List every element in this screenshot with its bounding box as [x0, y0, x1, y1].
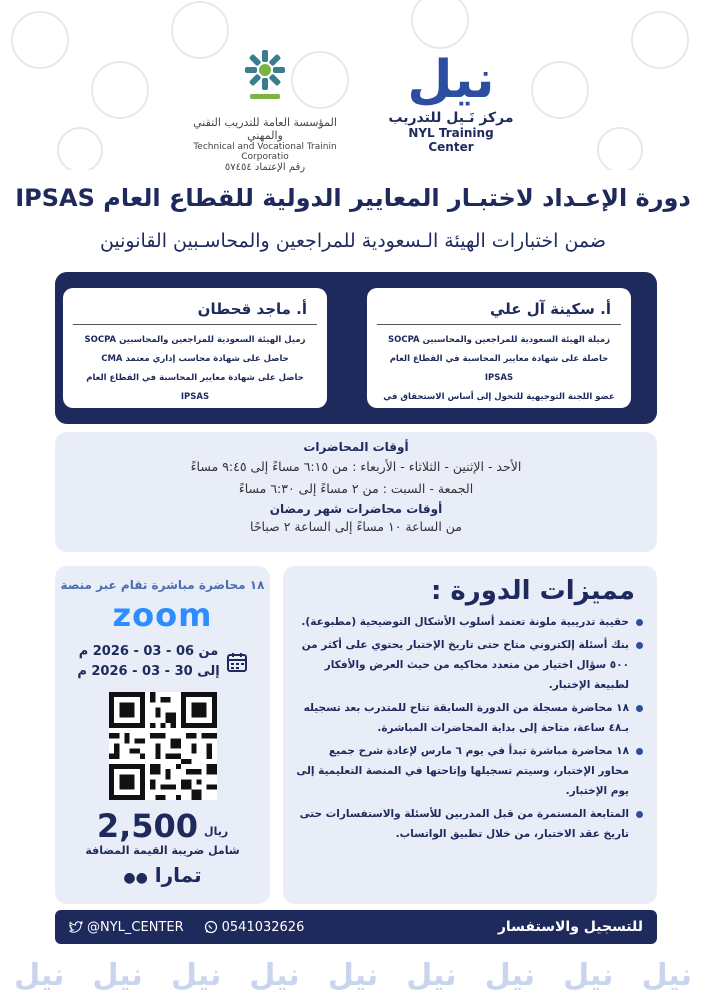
instructor-credential: عضو اللجنة التوجيهية للتحول إلى أساس الاستحقاق في أحد الجهات الحكومية [383, 392, 615, 421]
zoom-logo: zoom [112, 596, 213, 634]
features-title: مميزات الدورة : [430, 576, 635, 606]
list-item: ١٨ محاضرة مسجلة من الدورة السابقة تتاح للمتدرب بعد تسجيله بـ٤٨ ساعة، متاحة إلى بداية المحاضرات المباشرة. [295, 698, 643, 738]
tvtc-accreditation: رقم الإعتماد ٥٧٤٥٤ [224, 162, 306, 173]
bottom-logo-pattern [0, 950, 706, 1000]
calendar-icon [226, 651, 248, 673]
phone-number: 0541032626 [221, 919, 305, 935]
pattern-logo: نيل [249, 957, 300, 993]
offer-panel [55, 566, 270, 904]
pattern-logo: نيل [170, 957, 222, 993]
lecture-times-heading: أوقات المحاضرات [303, 440, 409, 454]
register-label: للتسجيل والاستفسار [497, 919, 643, 935]
course-title: دورة الإعـداد لاختبـار المعايير الدولية للقطاع العام IPSAS [15, 184, 691, 212]
twitter-icon [69, 920, 83, 934]
instructor-name: أ. سكينة آل علي [377, 296, 621, 325]
lecture-times-panel [55, 432, 657, 552]
features-list [295, 612, 643, 844]
features-panel [283, 566, 657, 904]
currency: ريال [204, 825, 229, 838]
list-item: حقيبة تدريبية ملونة تعتمد أسلوب الأشكال التوضيحية (مطبوعة). [295, 612, 643, 632]
tamara-label: تمارا [154, 863, 202, 887]
instructor-card [63, 288, 327, 408]
nyl-name-english: NYL Training Center [408, 126, 494, 154]
vat-note: شامل ضريبة القيمة المضافة [85, 844, 240, 857]
instructor-credential: زميل الهيئة السعودية للمراجعين والمحاسبين SOCPA [84, 335, 306, 345]
pattern-logo: نيل [563, 957, 614, 993]
pattern-logo: نيل [641, 957, 692, 993]
list-item: ١٨ محاضرة مباشرة تبدأ في يوم ٦ مارس لإعادة شرح جميع محاور الإختبار، وسيتم تسجيلها وإتاحتها في المنصة التعليمية إلى يوم الإختبار. [295, 741, 643, 801]
instructor-card [367, 288, 631, 421]
nyl-name-arabic: مركز نَـيل للتدريب [388, 110, 514, 126]
instructors-panel [55, 272, 657, 424]
instructor-credential: حاصل على شهادة معايير المحاسبة في القطاع العام IPSAS [86, 373, 304, 402]
contact-bar [55, 910, 657, 944]
tvtc-emblem-icon [240, 46, 290, 106]
whatsapp-contact[interactable] [204, 920, 305, 935]
course-subtitle: ضمن اختبارات الهيئة الـسعودية للمراجعين والمحاسـبين القانونين [99, 230, 607, 252]
twitter-contact[interactable] [69, 920, 184, 935]
tvtc-name-arabic: المؤسسة العامة للتدريب التقني والمهني [193, 116, 337, 142]
pattern-logo: نيل [92, 957, 143, 993]
zoom-info: ١٨ محاضرة مباشرة تقام عبر منصة [60, 578, 265, 592]
nyl-logo [386, 50, 516, 154]
ramadan-times-heading: أوقات محاضرات شهر رمضان [269, 502, 443, 516]
instructor-credential: حاصلة على شهادة معايير المحاسبة في القطاع العام IPSAS [389, 354, 609, 383]
list-item: بنك أسئلة إلكتروني متاح حتى تاريخ الإختبار يحتوي على أكثر من ٥٠٠ سؤال اختيار من متعدد محاكيه من حيث العرض والأفكار لطبيعة الإختبار. [295, 635, 643, 695]
date-from: من 06 - 03 - 2026 م [78, 644, 219, 659]
twitter-handle: @NYL_CENTER [87, 919, 184, 935]
pattern-logo: نيل [406, 957, 457, 993]
pattern-logo: نيل [14, 957, 65, 993]
ramadan-times: من الساعة ١٠ مساءً إلى الساعة ٢ صباحًا [250, 519, 462, 534]
instructor-credential: زميلة الهيئة السعودية للمراجعين والمحاسبين SOCPA [387, 335, 611, 345]
instructor-credential: حاصل على شهادة محاسب إداري معتمد CMA [101, 354, 289, 364]
pattern-logo: نيل [484, 957, 535, 993]
weekday-times: الأحد - الإثنين - الثلاثاء - الأربعاء : من ٦:١٥ مساءً إلى ٩:٤٥ مساءً [190, 459, 522, 474]
qr-code[interactable] [109, 692, 217, 800]
price-row [55, 804, 270, 844]
instructor-name: أ. ماجد قحطان [73, 296, 317, 325]
course-dates [55, 642, 270, 682]
tamara-logo [55, 863, 270, 887]
tvtc-name-english: Technical and Vocational Trainin Corporatio [193, 142, 337, 162]
pattern-logo: نيل [327, 957, 379, 993]
weekend-times: الجمعة - السبت : من ٢ مساءً إلى ٦:٣٠ مساءً [238, 481, 474, 496]
list-item: المتابعة المستمرة من قبل المدربين للأسئلة والاستفسارات حتى تاريخ عقد الاختبار، من خلال تطبيق الواتساب. [295, 804, 643, 844]
nyl-logo-mark: نيل [407, 50, 495, 110]
whatsapp-icon [204, 920, 218, 934]
header [0, 40, 706, 173]
price: 2,500 [96, 807, 199, 845]
date-to: إلى 30 - 03 - 2026 م [77, 664, 220, 679]
tvtc-logo [185, 46, 345, 173]
tamara-dots-icon: ●● [123, 870, 148, 886]
contacts [69, 920, 304, 935]
